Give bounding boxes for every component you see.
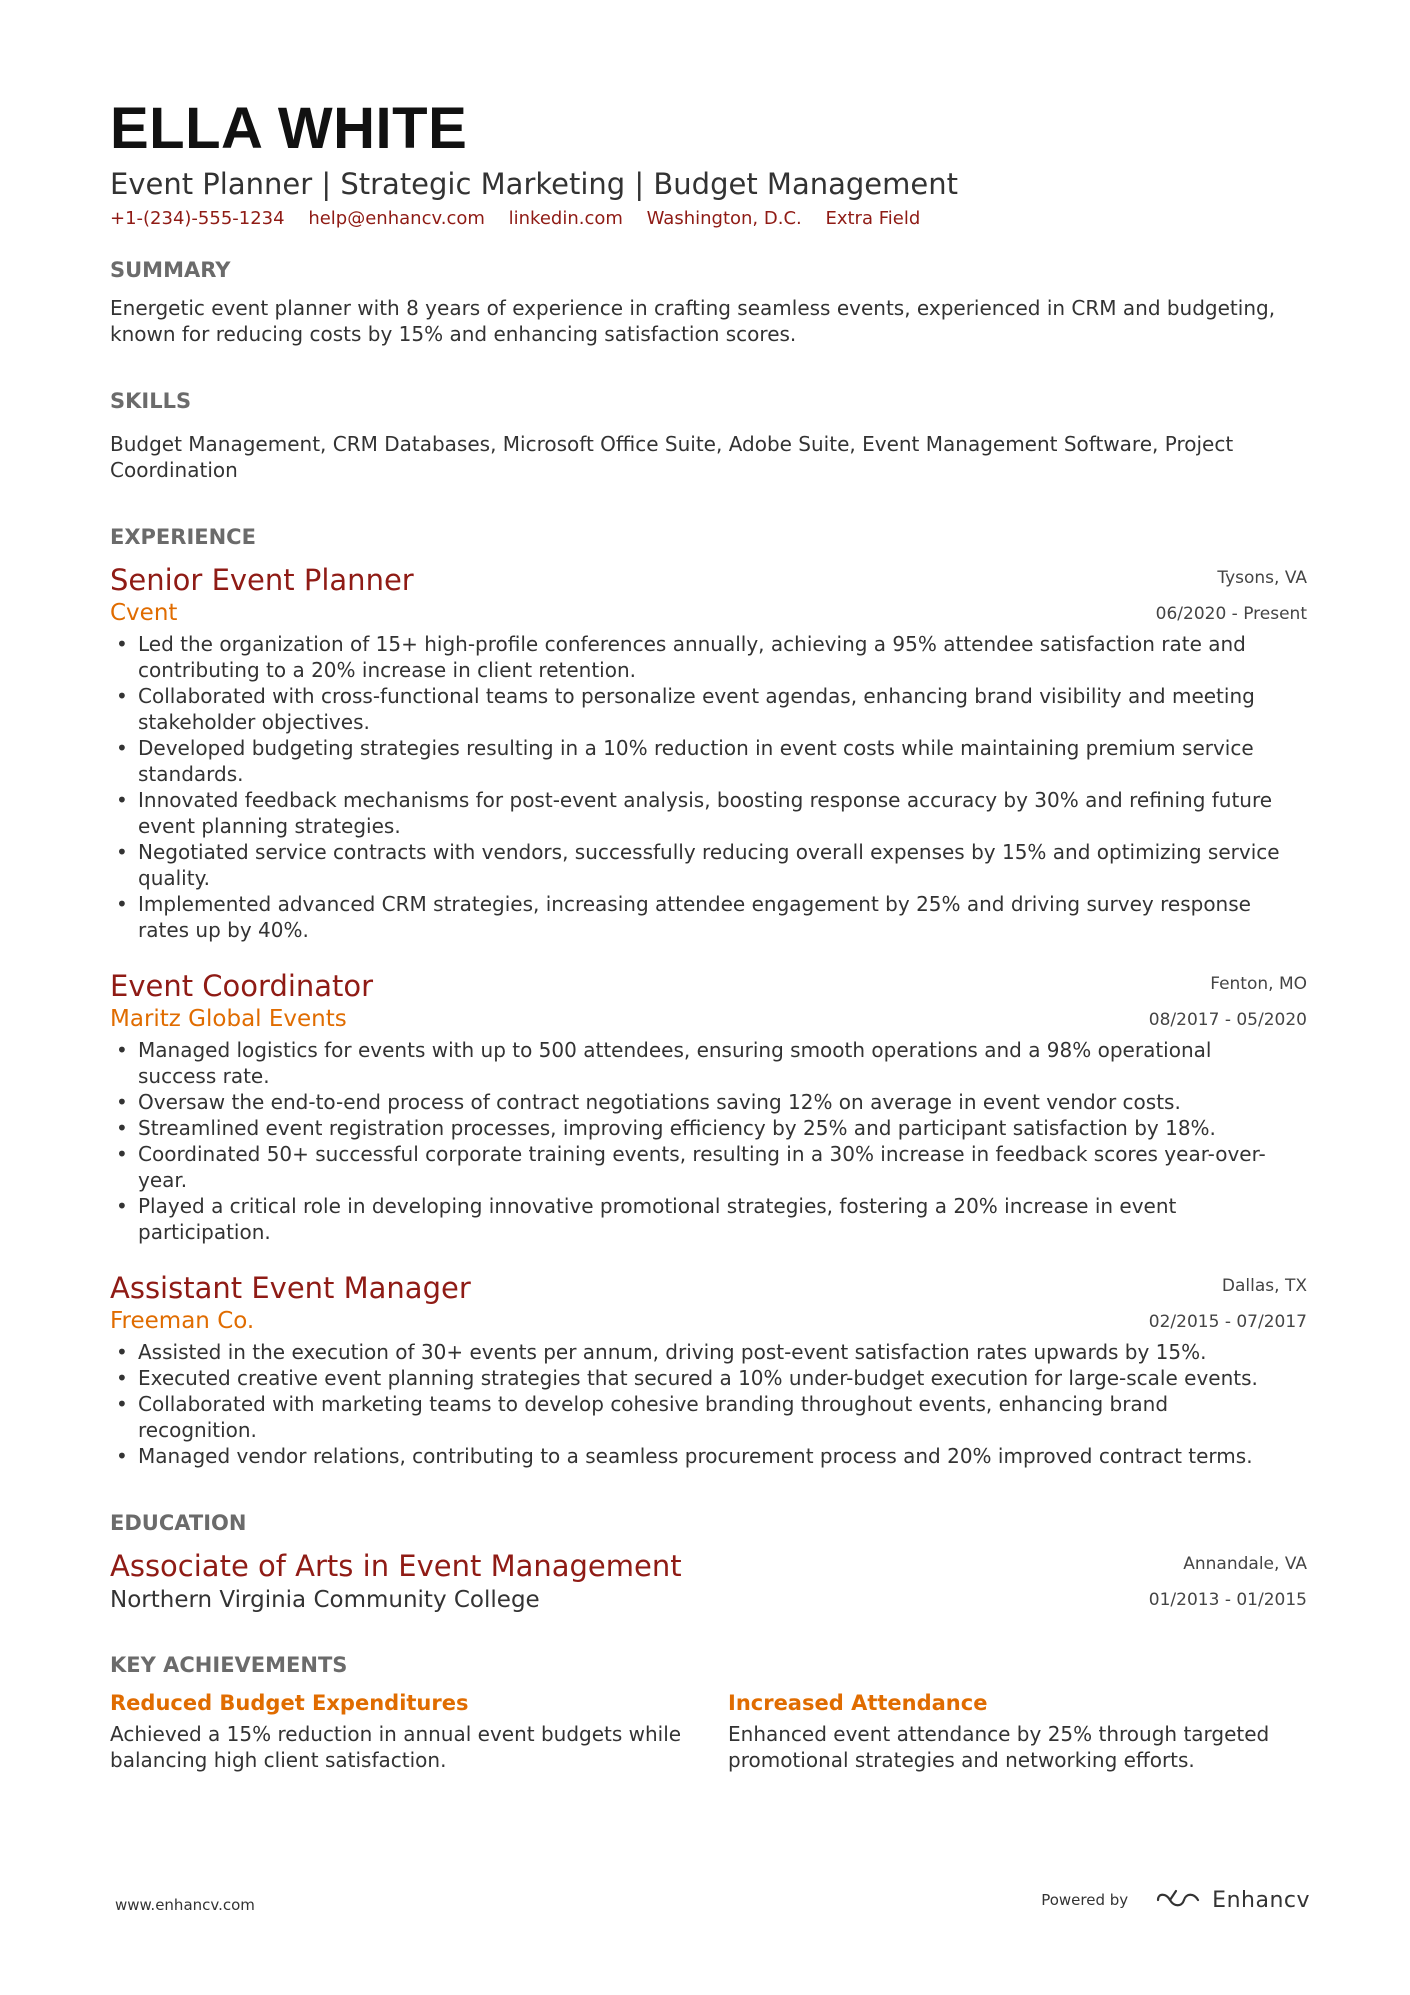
bullet-item: • Coordinated 50+ successful corporate training events, resulting in a 30% increase in feedback scores year-over-year. [110, 1141, 1293, 1193]
bullet-item: • Collaborated with cross-functional teams to personalize event agendas, enhancing brand visibility and meeting stakeholder objectives. [110, 683, 1293, 735]
bullet-item: • Managed logistics for events with up to 500 attendees, ensuring smooth operations and a 98% operational success rate. [110, 1037, 1293, 1089]
bullet-item: • Streamlined event registration processes, improving efficiency by 25% and participant satisfaction by 18%. [110, 1115, 1293, 1141]
experience-heading: EXPERIENCE [110, 525, 256, 549]
bullet-item: • Innovated feedback mechanisms for post-event analysis, boosting response accuracy by 30% and refining future event planning strategies. [110, 787, 1293, 839]
education-heading: EDUCATION [110, 1511, 247, 1535]
contact-location: Washington, D.C. [646, 208, 802, 229]
achievement-desc: Enhanced event attendance by 25% through targeted promotional strategies and networking efforts. [728, 1722, 1270, 1772]
footer-branding [1041, 1880, 1310, 1920]
enhancv-brand-name: Enhancv [1212, 1887, 1310, 1913]
job-entry [110, 967, 1307, 1245]
education-entry [110, 1547, 1307, 1615]
education-dates: 01/2013 - 01/2015 [1148, 1590, 1307, 1610]
powered-by-label: Powered by [1041, 1891, 1129, 1909]
bullet-item: • Played a critical role in developing innovative promotional strategies, fostering a 20% increase in event participation. [110, 1193, 1293, 1245]
job-location: Tysons, VA [1217, 568, 1307, 588]
contact-email[interactable]: help@enhancv.com [308, 208, 485, 229]
bullet-item: • Developed budgeting strategies resulting in a 10% reduction in event costs while maintaining premium service standards. [110, 735, 1293, 787]
achievements-section [110, 1651, 1307, 1773]
job-company: Freeman Co. [110, 1308, 255, 1334]
resume-page [110, 96, 1307, 1773]
job-bullets [110, 1339, 1307, 1469]
contact-linkedin[interactable]: linkedin.com [508, 208, 623, 229]
bullet-item: • Implemented advanced CRM strategies, increasing attendee engagement by 25% and driving survey response rates up by 40%. [110, 891, 1293, 943]
job-location: Dallas, TX [1221, 1276, 1307, 1296]
job-title: Assistant Event Manager [110, 1271, 471, 1305]
education-location: Annandale, VA [1183, 1554, 1307, 1574]
skills-text: Budget Management, CRM Databases, Microsoft Office Suite, Adobe Suite, Event Management Software, Project Coordination [110, 432, 1234, 482]
achievements-heading: KEY ACHIEVEMENTS [110, 1653, 348, 1677]
bullet-item: • Managed vendor relations, contributing to a seamless procurement process and 20% improved contract terms. [110, 1443, 1293, 1469]
job-bullets [110, 1037, 1307, 1245]
job-location: Fenton, MO [1210, 974, 1307, 994]
education-section [110, 1509, 1307, 1615]
candidate-headline: Event Planner | Strategic Marketing | Budget Management [110, 167, 958, 201]
job-company: Maritz Global Events [110, 1006, 347, 1032]
bullet-item: • Assisted in the execution of 30+ events per annum, driving post-event satisfaction rates upwards by 15%. [110, 1339, 1293, 1365]
job-company: Cvent [110, 600, 178, 626]
footer-website[interactable]: www.enhancv.com [115, 1896, 255, 1914]
education-school: Northern Virginia Community College [110, 1587, 540, 1613]
contact-extra-field: Extra Field [825, 208, 921, 229]
contact-bar [110, 206, 1307, 232]
candidate-name: ELLA WHITE [110, 96, 468, 161]
education-degree: Associate of Arts in Event Management [110, 1549, 682, 1583]
bullet-item: • Oversaw the end-to-end process of contract negotiations saving 12% on average in event vendor costs. [110, 1089, 1293, 1115]
achievement-item [728, 1689, 1288, 1773]
skills-heading: SKILLS [110, 389, 192, 413]
job-dates: 08/2017 - 05/2020 [1148, 1010, 1307, 1030]
job-dates: 06/2020 - Present [1155, 604, 1307, 624]
achievement-item [110, 1689, 728, 1773]
enhancv-logo-icon [1154, 1887, 1202, 1913]
job-entry [110, 561, 1307, 943]
job-title: Event Coordinator [110, 969, 374, 1003]
contact-phone[interactable]: +1-(234)-555-1234 [110, 208, 285, 229]
job-bullets [110, 631, 1307, 943]
job-title: Senior Event Planner [110, 563, 414, 597]
job-entry [110, 1269, 1307, 1469]
summary-heading: SUMMARY [110, 258, 231, 282]
bullet-item: • Executed creative event planning strategies that secured a 10% under-budget execution for large-scale events. [110, 1365, 1293, 1391]
experience-section [110, 523, 1307, 1469]
achievement-title: Reduced Budget Expenditures [110, 1691, 469, 1715]
summary-text: Energetic event planner with 8 years of experience in crafting seamless events, experienced in CRM and budgeting, known for reducing costs by 15% and enhancing satisfaction scores. [110, 296, 1276, 346]
bullet-item: • Collaborated with marketing teams to develop cohesive branding throughout events, enhancing brand recognition. [110, 1391, 1293, 1443]
bullet-item: • Led the organization of 15+ high-profile conferences annually, achieving a 95% attendee satisfaction rate and contributing to a 20% increase in client retention. [110, 631, 1293, 683]
skills-section [110, 387, 1307, 483]
summary-section [110, 256, 1307, 347]
achievement-desc: Achieved a 15% reduction in annual event budgets while balancing high client satisfaction. [110, 1722, 682, 1772]
achievement-title: Increased Attendance [728, 1691, 988, 1715]
bullet-item: • Negotiated service contracts with vendors, successfully reducing overall expenses by 15% and optimizing service quality. [110, 839, 1293, 891]
job-dates: 02/2015 - 07/2017 [1148, 1312, 1307, 1332]
achievements-grid [110, 1689, 1307, 1773]
